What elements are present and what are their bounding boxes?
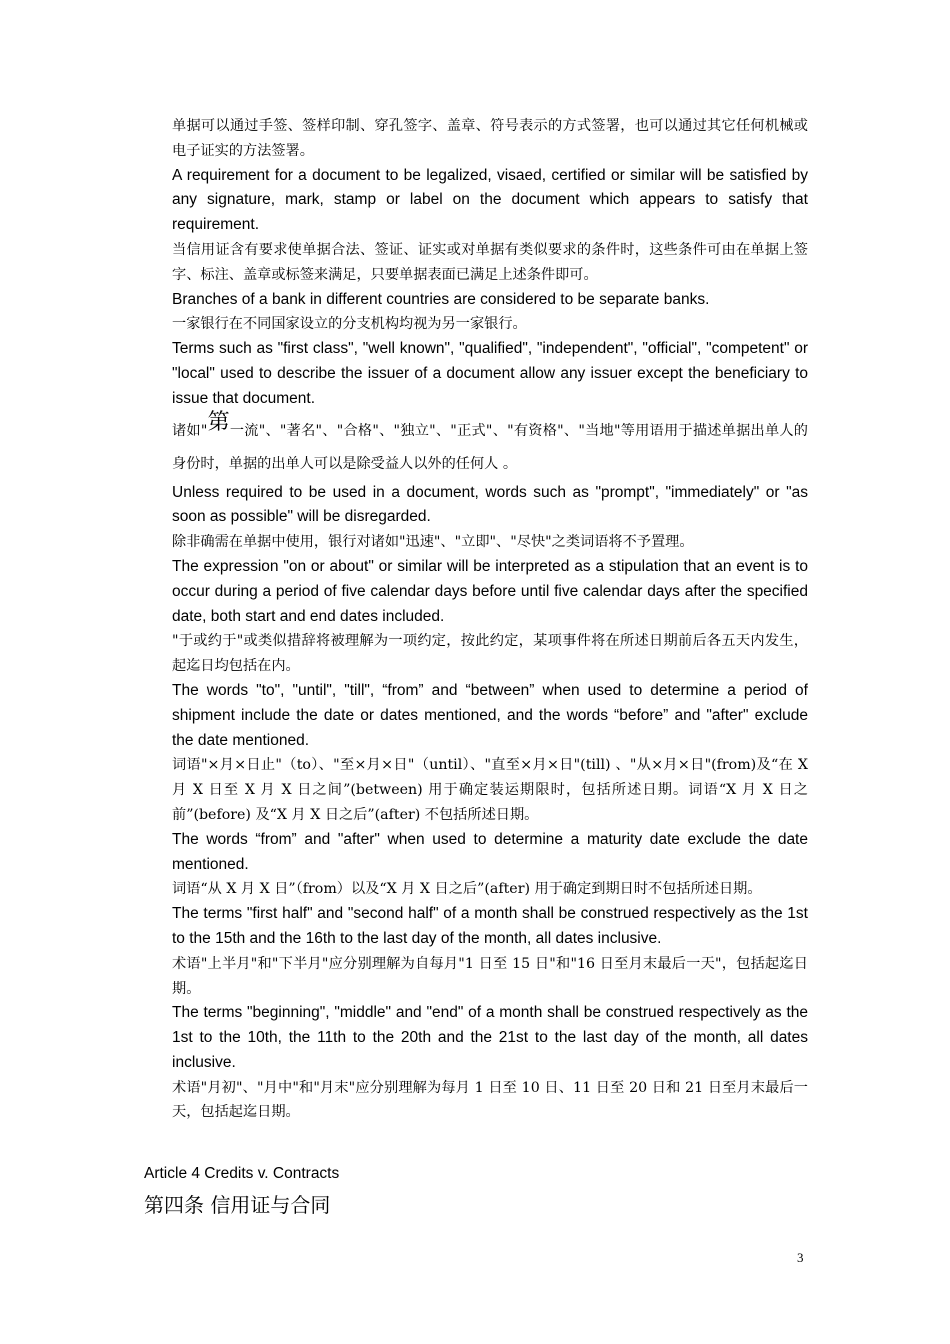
article-heading-en: Article 4 Credits v. Contracts	[144, 1165, 340, 1182]
paragraph-en: The terms "beginning", "middle" and "end" of a month shall be construed respectively as the 1st to the 10th, the 11th to the 20th and the 21st to the last day of the month, all dates inclusive.	[172, 1004, 808, 1071]
paragraph-zh: 词语"×月×日止"（to）、"至×月×日"（until）、"直至×月×日"(till) 、"从×月×日"(from)及“在 X 月 X 日至 X 月 X 日之间”(between) 用于确定装运期限时，包括所述日期。词语“X 月 X 日之前”(before) 及“X 月 X 日之后”(after) 不包括所述日期。	[172, 757, 808, 823]
paragraph-zh: 除非确需在单据中使用，银行对诸如"迅速"、"立即"、"尽快"之类词语将不予置理。	[172, 534, 694, 551]
paragraph-zh: "于或约于"或类似措辞将被理解为一项约定，按此约定，某项事件将在所述日期前后各五天内发生，起迄日均包括在内。	[172, 633, 808, 675]
enlarged-character: 第	[207, 409, 230, 435]
page-number: 3	[797, 1250, 804, 1265]
paragraph-en: The words “from” and "after" when used to determine a maturity date exclude the date mentioned.	[172, 830, 808, 873]
paragraph-en: Unless required to be used in a document, words such as "prompt", "immediately" or "as soon as possible" will be disregarded.	[172, 483, 808, 526]
paragraph-en: The expression "on or about" or similar will be interpreted as a stipulation that an event is to occur during a period of five calendar days before until five calendar days after the specified date, both start and end dates included.	[172, 557, 808, 625]
body-text	[172, 114, 808, 1125]
paragraph-zh: 一家银行在不同国家设立的分支机构均视为另一家银行。	[172, 316, 527, 333]
paragraph-zh: 词语“从 X 月 X 日”（from）以及“X 月 X 日之后”(after) 用于确定到期日时不包括所述日期。	[172, 881, 762, 898]
paragraph-en: The words "to", "until", "till", “from” and “between” when used to determine a period of shipment include the date or dates mentioned, and the words “before” and "after" exclude the date mentioned.	[172, 681, 808, 749]
paragraph-zh: 术语"上半月"和"下半月"应分别理解为自每月"1 日至 15 日"和"16 日至月末最后一天"，包括起迄日期。	[172, 955, 808, 997]
article-heading-zh: 第四条 信用证与合同	[144, 1193, 331, 1217]
text-run: 一流"、"著名"、"合格"、"独立"、"正式"、"有资格"、"当地"等用语用于描述单据出单人的身份时，单据的出单人可以是除受益人以外的任何人 。	[172, 422, 808, 472]
paragraph-zh: 当信用证含有要求使单据合法、签证、证实或对单据有类似要求的条件时，这些条件可由在单据上签字、标注、盖章或标签来满足，只要单据表面已满足上述条件即可。	[172, 241, 808, 283]
paragraph-zh: 单据可以通过手签、签样印制、穿孔签字、盖章、符号表示的方式签署，也可以通过其它任何机械或电子证实的方法签署。	[172, 118, 808, 159]
paragraph-en: The terms "first half" and "second half" of a month shall be construed respectively as the 1st to the 15th and the 16th to the last day of the month, all dates inclusive.	[172, 905, 808, 947]
text-run: 诸如"	[172, 422, 208, 439]
paragraph-zh: 术语"月初"、"月中"和"月末"应分别理解为每月 1 日至 10 日、11 日至 20 日和 21 日至月末最后一天，包括起迄日期。	[172, 1079, 808, 1121]
paragraph-en: Branches of a bank in different countries are considered to be separate banks.	[172, 290, 710, 308]
paragraph-zh	[172, 409, 808, 481]
paragraph-en: A requirement for a document to be legalized, visaed, certified or similar will be satisfied by any signature, mark, stamp or label on the document which appears to satisfy that requirement.	[172, 166, 808, 234]
paragraph-en: Terms such as "first class", "well known", "qualified", "independent", "official", "competent" or "local" used to describe the issuer of a document allow any issuer except the beneficiary to issue that document.	[172, 340, 808, 407]
